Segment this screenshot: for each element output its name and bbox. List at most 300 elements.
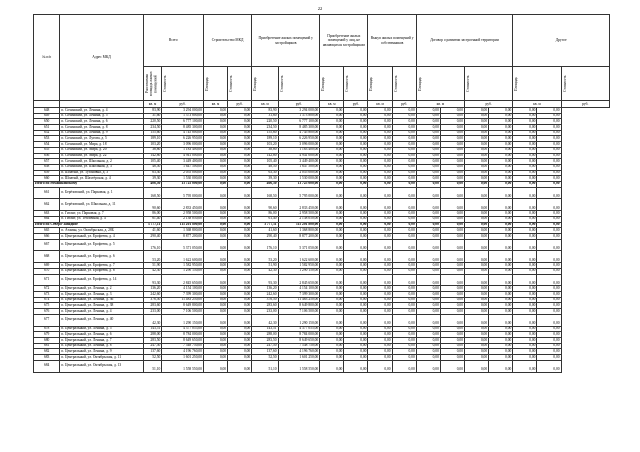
- value-cell: 0,00: [344, 170, 368, 176]
- mkd-area: 0,00: [203, 181, 227, 187]
- mkd-area: 0,00: [203, 199, 227, 211]
- value-cell: 0,00: [320, 309, 344, 315]
- value-cell: 0,00: [489, 142, 513, 148]
- value-cell: 0,00: [320, 228, 344, 234]
- value-cell: 0,00: [537, 239, 561, 251]
- row-number: 663: [34, 211, 60, 217]
- value-cell: 0,00: [368, 147, 392, 153]
- value-cell: 0,00: [489, 349, 513, 355]
- total-cost: 8 485 300,00: [162, 125, 204, 131]
- value-cell: 0,00: [513, 176, 537, 182]
- mkd-area: 0,00: [203, 142, 227, 148]
- value-cell: 0,00: [489, 159, 513, 165]
- unit-rub: руб.: [228, 101, 252, 108]
- value-cell: 0,00: [368, 187, 392, 199]
- total-area: 51,90: [143, 263, 162, 269]
- value-cell: 0,00: [320, 268, 344, 274]
- total-area: 41,60: [143, 228, 162, 234]
- value-cell: 0,00: [320, 153, 344, 159]
- value-cell: 0,00: [392, 153, 416, 159]
- value-cell: 0,00: [513, 338, 537, 344]
- row-address: п. Центральный, ул. Ленина, д. 5: [60, 326, 143, 332]
- acq-cost: 11 483 250,00: [278, 297, 320, 303]
- total-area: 142,80: [143, 153, 162, 159]
- value-cell: 0,00: [440, 119, 464, 125]
- value-cell: 0,00: [320, 233, 344, 239]
- value-cell: 0,00: [489, 130, 513, 136]
- value-cell: 0,00: [344, 153, 368, 159]
- row-number: 660: [34, 176, 60, 182]
- row-address: п. Центральный, ул. Ерофеева, д. 8: [60, 268, 143, 274]
- value-cell: 0,00: [344, 360, 368, 372]
- value-cell: 0,00: [368, 349, 392, 355]
- acq-area: 143,51: [252, 326, 278, 332]
- value-cell: 0,00: [392, 360, 416, 372]
- mkd-cost: 0,00: [228, 314, 252, 326]
- value-cell: 0,00: [392, 263, 416, 269]
- value-cell: 0,00: [368, 159, 392, 165]
- total-area: 103,20: [143, 142, 162, 148]
- value-cell: 0,00: [416, 136, 440, 142]
- value-cell: 0,00: [513, 211, 537, 217]
- mkd-cost: 0,00: [228, 239, 252, 251]
- value-cell: 0,00: [489, 187, 513, 199]
- mkd-area: 0,00: [203, 136, 227, 142]
- unit-m2: кв. м: [320, 101, 344, 108]
- value-cell: 0,00: [440, 228, 464, 234]
- value-cell: 0,00: [440, 142, 464, 148]
- row-address: п. Центральный, ул. Октябрьская, д. 11: [60, 355, 143, 361]
- total-area: 168,50: [143, 187, 162, 199]
- value-cell: 0,00: [513, 228, 537, 234]
- value-cell: 0,00: [320, 211, 344, 217]
- value-cell: 0,00: [537, 228, 561, 234]
- header-acquisition: Приобретение жилых помещений у застройщиков: [252, 15, 320, 67]
- value-cell: 0,00: [440, 108, 464, 114]
- acq-cost: 3 449 400,00: [278, 159, 320, 165]
- acq-area: 39,30: [252, 176, 278, 182]
- total-cost: 8 649 800,00: [162, 303, 204, 309]
- value-cell: 0,00: [344, 176, 368, 182]
- table-row: [34, 251, 610, 263]
- value-cell: 0,00: [344, 187, 368, 199]
- value-cell: 0,00: [392, 326, 416, 332]
- acq-area: 105,40: [252, 159, 278, 165]
- mkd-cost: 0,00: [228, 355, 252, 361]
- value-cell: 0,00: [320, 332, 344, 338]
- total-cost: 1 622 600,00: [162, 251, 204, 263]
- value-cell: 0,00: [489, 338, 513, 344]
- mkd-area: 0,00: [203, 343, 227, 349]
- value-cell: 0,00: [392, 239, 416, 251]
- value-cell: 0,00: [513, 147, 537, 153]
- value-cell: 0,00: [416, 147, 440, 153]
- value-cell: 0,00: [440, 136, 464, 142]
- acq-area: 142,80: [252, 153, 278, 159]
- total-cost: 4 377 055,00: [162, 326, 204, 332]
- acq-cost: 5 795 000,00: [278, 187, 320, 199]
- value-cell: 0,00: [440, 286, 464, 292]
- acq-cost: 2 138 050,00: [278, 216, 320, 222]
- value-cell: 0,00: [465, 355, 489, 361]
- value-cell: 0,00: [537, 326, 561, 332]
- acq-cost: 4 745 800,00: [278, 130, 320, 136]
- value-cell: 0,00: [392, 216, 416, 222]
- value-cell: 0,00: [416, 187, 440, 199]
- value-cell: 0,00: [489, 228, 513, 234]
- acq-area: 176,10: [252, 239, 278, 251]
- total-cost: 13 725 000,00: [162, 181, 204, 187]
- row-address: п. Центральный, ул. Ленина, д. 2: [60, 286, 143, 292]
- value-cell: 0,00: [344, 239, 368, 251]
- acq-area: 233,00: [252, 309, 278, 315]
- value-cell: 0,00: [320, 119, 344, 125]
- mkd-area: 0,00: [203, 147, 227, 153]
- value-cell: 0,00: [344, 338, 368, 344]
- value-cell: 0,00: [368, 181, 392, 187]
- row-address: п. Сочинский, ул. Ленина, д. 9: [60, 130, 143, 136]
- value-cell: 0,00: [416, 326, 440, 332]
- value-cell: 0,00: [537, 314, 561, 326]
- mkd-area: 0,00: [203, 108, 227, 114]
- acq-area: 136,20: [252, 286, 278, 292]
- value-cell: 0,00: [344, 211, 368, 217]
- total-cost: 2 958 500,00: [162, 211, 204, 217]
- value-cell: 0,00: [416, 239, 440, 251]
- value-cell: 0,00: [344, 216, 368, 222]
- acq-cost: 1 558 550,00: [278, 360, 320, 372]
- value-cell: 0,00: [513, 332, 537, 338]
- row-address: п. Центральный, ул. Октябрьская, д. 13: [60, 360, 143, 372]
- value-cell: 0,00: [440, 326, 464, 332]
- value-cell: 0,00: [465, 136, 489, 142]
- row-address: п. Центральный, ул. Ленина, д. 4: [60, 309, 143, 315]
- mkd-cost: 0,00: [228, 343, 252, 349]
- value-cell: 0,00: [368, 142, 392, 148]
- value-cell: 0,00: [537, 108, 561, 114]
- total-area: 233,00: [143, 309, 162, 315]
- header-total: Всего: [143, 15, 203, 67]
- row-address: п. Центральный, ул. Ленина, д. 36: [60, 297, 143, 303]
- row-address: п. Центральный, ул. Ленина, д. 3: [60, 292, 143, 298]
- mkd-cost: 0,00: [228, 338, 252, 344]
- row-number: 653: [34, 136, 60, 142]
- value-cell: 0,00: [392, 119, 416, 125]
- row-number: 672: [34, 286, 60, 292]
- total-area: 376,50: [143, 297, 162, 303]
- value-cell: 0,00: [416, 199, 440, 211]
- mkd-cost: 0,00: [228, 349, 252, 355]
- mkd-area: 0,00: [203, 239, 227, 251]
- value-cell: 0,00: [344, 286, 368, 292]
- total-area: 48,50: [143, 164, 162, 170]
- value-cell: 0,00: [440, 181, 464, 187]
- total-cost: 7 399 300,00: [162, 292, 204, 298]
- total-area: 83,90: [143, 108, 162, 114]
- mkd-area: 0,00: [203, 360, 227, 372]
- value-cell: 0,00: [513, 297, 537, 303]
- value-cell: 0,00: [368, 233, 392, 239]
- value-cell: 0,00: [513, 222, 537, 228]
- value-cell: 0,00: [368, 326, 392, 332]
- mkd-cost: 0,00: [228, 274, 252, 286]
- row-address: п. Гигант, ул. Парковая, д. 7: [60, 211, 143, 217]
- value-cell: 0,00: [368, 360, 392, 372]
- value-cell: 0,00: [489, 211, 513, 217]
- value-cell: 0,00: [513, 142, 537, 148]
- value-cell: 0,00: [440, 268, 464, 274]
- mkd-area: 0,00: [203, 176, 227, 182]
- value-cell: 0,00: [513, 286, 537, 292]
- value-cell: 0,00: [416, 170, 440, 176]
- value-cell: 0,00: [416, 153, 440, 159]
- total-cost: 5 795 000,00: [162, 187, 204, 199]
- value-cell: 0,00: [416, 292, 440, 298]
- table-row: [34, 199, 610, 211]
- value-cell: 0,00: [537, 142, 561, 148]
- acq-area: 63,30: [252, 170, 278, 176]
- value-cell: 0,00: [537, 187, 561, 199]
- mkd-area: 0,00: [203, 292, 227, 298]
- total-area: 176,10: [143, 239, 162, 251]
- header-cost: Стоимость: [344, 67, 368, 101]
- value-cell: 0,00: [465, 332, 489, 338]
- value-cell: 0,00: [440, 332, 464, 338]
- acq-area: 288,00: [252, 332, 278, 338]
- value-cell: 0,00: [320, 286, 344, 292]
- row-address: п. Шпатый, ул. Тугановна, д. 3: [60, 170, 143, 176]
- header-cost: Стоимость: [228, 67, 252, 101]
- units-spacer: [34, 101, 60, 108]
- row-address: п. Сочинский, ул. Ленина, д. 4: [60, 108, 143, 114]
- mkd-cost: 0,00: [228, 108, 252, 114]
- row-address: п. Шпатый, ул. Шахтёрская, д. 4: [60, 176, 143, 182]
- housing-resettlement-table: [33, 14, 610, 373]
- value-cell: 0,00: [416, 332, 440, 338]
- value-cell: 0,00: [465, 239, 489, 251]
- acq-cost: 4 196 760,00: [278, 349, 320, 355]
- value-cell: 0,00: [368, 113, 392, 119]
- total-cost: 8 784 000,00: [162, 332, 204, 338]
- value-cell: 0,00: [537, 309, 561, 315]
- header-acq-other: Приобретение жилых помещений у лиц, не являющихся застройщиком: [320, 15, 368, 67]
- row-address: п. Центральный, ул. Ленина, д. 38: [60, 303, 143, 309]
- value-cell: 0,00: [440, 360, 464, 372]
- value-cell: 0,00: [465, 314, 489, 326]
- value-cell: 0,00: [320, 326, 344, 332]
- value-cell: 0,00: [465, 303, 489, 309]
- total-cost: 1 582 950,00: [162, 263, 204, 269]
- value-cell: 0,00: [392, 199, 416, 211]
- value-cell: 0,00: [392, 211, 416, 217]
- value-cell: 0,00: [416, 268, 440, 274]
- acq-cost: 8 649 800,00: [278, 303, 320, 309]
- value-cell: 0,00: [465, 153, 489, 159]
- value-cell: 0,00: [513, 233, 537, 239]
- value-cell: 0,00: [368, 297, 392, 303]
- value-cell: 0,00: [489, 222, 513, 228]
- value-cell: 0,00: [440, 263, 464, 269]
- mkd-area: 0,00: [203, 228, 227, 234]
- value-cell: 0,00: [537, 355, 561, 361]
- value-cell: 0,00: [320, 108, 344, 114]
- unit-rub: руб.: [561, 101, 609, 108]
- acq-cost: 6 777 100,00: [278, 119, 320, 125]
- table-body: [34, 108, 610, 373]
- value-cell: 0,00: [344, 125, 368, 131]
- mkd-area: 0,00: [203, 332, 227, 338]
- mkd-cost: 0,00: [228, 159, 252, 165]
- value-cell: 0,00: [392, 268, 416, 274]
- value-cell: 0,00: [465, 233, 489, 239]
- value-cell: 0,00: [368, 268, 392, 274]
- value-cell: 0,00: [440, 211, 464, 217]
- table-row: [34, 274, 610, 286]
- value-cell: 0,00: [537, 338, 561, 344]
- total-cost: 7 548 750,00: [162, 343, 204, 349]
- total-area: 283,50: [143, 338, 162, 344]
- total-area: 3 777,11: [143, 222, 162, 228]
- mkd-area: 0,00: [203, 314, 227, 326]
- value-cell: 0,00: [344, 164, 368, 170]
- acq-area: 38,80: [252, 147, 278, 153]
- total-area: 63,30: [143, 170, 162, 176]
- acq-area: 290,40: [252, 233, 278, 239]
- value-cell: 0,00: [489, 233, 513, 239]
- mkd-cost: 0,00: [228, 326, 252, 332]
- value-cell: 0,00: [368, 119, 392, 125]
- row-number: 674: [34, 297, 60, 303]
- value-cell: 0,00: [416, 360, 440, 372]
- value-cell: 0,00: [416, 176, 440, 182]
- total-cost: 11 483 250,00: [162, 297, 204, 303]
- value-cell: 0,00: [320, 130, 344, 136]
- header-area: Площадь: [368, 67, 392, 101]
- mkd-area: 0,00: [203, 216, 227, 222]
- value-cell: 0,00: [416, 119, 440, 125]
- total-area: 137,60: [143, 349, 162, 355]
- value-cell: 0,00: [537, 199, 561, 211]
- value-cell: 0,00: [440, 222, 464, 228]
- value-cell: 0,00: [368, 286, 392, 292]
- value-cell: 0,00: [416, 164, 440, 170]
- acq-cost: 8 784 000,00: [278, 332, 320, 338]
- value-cell: 0,00: [416, 125, 440, 131]
- acq-area: 52,50: [252, 355, 278, 361]
- value-cell: 0,00: [465, 251, 489, 263]
- total-area: 155,60: [143, 130, 162, 136]
- value-cell: 0,00: [465, 170, 489, 176]
- value-cell: 0,00: [489, 113, 513, 119]
- value-cell: 0,00: [440, 159, 464, 165]
- mkd-area: 0,00: [203, 113, 227, 119]
- row-number: 655: [34, 147, 60, 153]
- value-cell: 0,00: [489, 263, 513, 269]
- acq-area: 3 777,11: [252, 222, 278, 228]
- value-cell: 0,00: [513, 153, 537, 159]
- value-cell: 0,00: [368, 338, 392, 344]
- acq-area: 42,30: [252, 314, 278, 326]
- value-cell: 0,00: [513, 292, 537, 298]
- header-redemption: Выкуп жилых помещений у собственников: [368, 15, 416, 67]
- unit-m2: кв. м: [252, 101, 278, 108]
- row-number: 673: [34, 292, 60, 298]
- value-cell: 0,00: [344, 303, 368, 309]
- row-number: 649: [34, 113, 60, 119]
- value-cell: 0,00: [440, 338, 464, 344]
- value-cell: 0,00: [416, 181, 440, 187]
- value-cell: 0,00: [392, 130, 416, 136]
- mkd-area: 0,00: [203, 130, 227, 136]
- value-cell: 0,00: [537, 233, 561, 239]
- value-cell: 0,00: [368, 355, 392, 361]
- value-cell: 0,00: [392, 108, 416, 114]
- value-cell: 0,00: [368, 303, 392, 309]
- value-cell: 0,00: [392, 309, 416, 315]
- value-cell: 0,00: [513, 326, 537, 332]
- total-cost: 4 745 800,00: [162, 130, 204, 136]
- row-number: 667: [34, 239, 60, 251]
- value-cell: 0,00: [489, 108, 513, 114]
- value-cell: 0,00: [320, 147, 344, 153]
- mkd-area: 0,00: [203, 286, 227, 292]
- row-address: п. Берёзовский, ул. Парковая, д. 1: [60, 187, 143, 199]
- value-cell: 0,00: [489, 274, 513, 286]
- value-cell: 0,00: [416, 355, 440, 361]
- unit-m2: кв. м: [143, 101, 162, 108]
- value-cell: 0,00: [344, 332, 368, 338]
- row-address: п. Сочинский, ул. Школьная, д. 2: [60, 159, 143, 165]
- row-number: 651: [34, 125, 60, 131]
- mkd-cost: 0,00: [228, 153, 252, 159]
- total-area: 39,30: [143, 176, 162, 182]
- total-cost: 1 647 500,00: [162, 164, 204, 170]
- value-cell: 0,00: [513, 164, 537, 170]
- acq-area: 53,20: [252, 251, 278, 263]
- value-cell: 0,00: [513, 125, 537, 131]
- mkd-area: 0,00: [203, 263, 227, 269]
- mkd-cost: 0,00: [228, 251, 252, 263]
- mkd-area: 0,00: [203, 170, 227, 176]
- value-cell: 0,00: [513, 251, 537, 263]
- acq-cost: 1 373 800,00: [278, 113, 320, 119]
- value-cell: 0,00: [537, 130, 561, 136]
- header-cost: Стоимость: [162, 67, 204, 101]
- value-cell: 0,00: [320, 251, 344, 263]
- value-cell: 0,00: [537, 147, 561, 153]
- mkd-area: 0,00: [203, 274, 227, 286]
- total-cost: 6 226 950,00: [162, 136, 204, 142]
- mkd-cost: 0,00: [228, 176, 252, 182]
- acq-area: 376,50: [252, 297, 278, 303]
- value-cell: 0,00: [392, 251, 416, 263]
- value-cell: 0,00: [392, 170, 416, 176]
- value-cell: 0,00: [368, 176, 392, 182]
- value-cell: 0,00: [489, 343, 513, 349]
- value-cell: 0,00: [465, 274, 489, 286]
- row-number: 683: [34, 355, 60, 361]
- value-cell: 0,00: [489, 303, 513, 309]
- mkd-cost: 0,00: [228, 286, 252, 292]
- acq-area: 168,50: [252, 187, 278, 199]
- row-address: п. Центральный, ул. Ленина, д. 8: [60, 343, 143, 349]
- value-cell: 0,00: [440, 153, 464, 159]
- value-cell: 0,00: [465, 164, 489, 170]
- acq-area: 42,30: [252, 268, 278, 274]
- acq-cost: 13 725 000,00: [278, 181, 320, 187]
- mkd-cost: 0,00: [228, 130, 252, 136]
- value-cell: 0,00: [537, 222, 561, 228]
